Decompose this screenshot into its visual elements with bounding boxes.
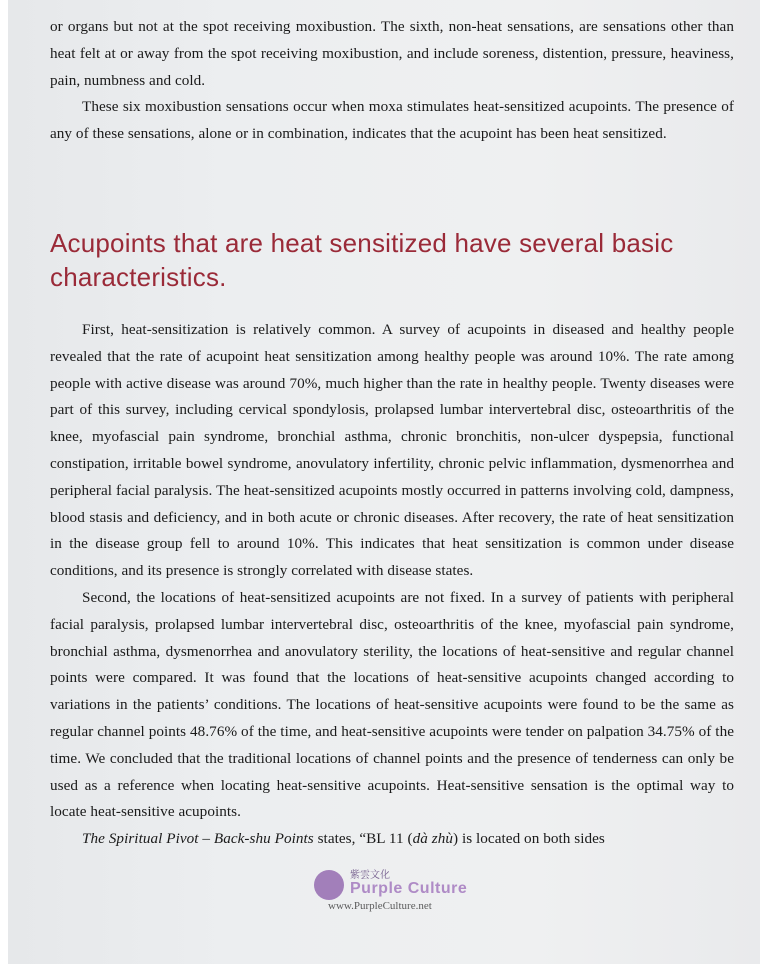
paragraph-six-sensations: These six moxibustion sensations occur when moxa stimulates heat-sensitized acupoints. The presence of any of these sensations, alone or in combination, indicates that the acupoint has been heat sensitized. [50,98,734,143]
page-margin [760,0,767,964]
watermark-url: www.PurpleCulture.net [328,900,432,912]
watermark-name: Purple Culture [350,880,468,897]
pinyin-term: dà zhù [412,830,453,848]
section-heading: Acupoints that are heat sensitized have several basic characteristics. [50,228,674,292]
paragraph-last-line [50,826,734,853]
last-line-text-2: ) is located on both sides [452,830,605,848]
book-title: The Spiritual Pivot – Back-shu Points [82,830,314,848]
book-page [8,0,760,964]
last-line-text-1: states, “BL 11 ( [313,830,413,848]
watermark [314,866,514,916]
paragraph-continuation: or organs but not at the spot receiving moxibustion. The sixth, non-heat sensations, are sensations other than heat felt at or away from the spot receiving moxibustion, and include soreness, distention, pressure, heaviness, pain, numbness and cold. [50,18,734,89]
watermark-logo-icon [314,870,344,900]
top-text [50,14,734,148]
watermark-cn-text: 紫雲文化 [350,870,390,881]
paragraph-first-characteristic: First, heat-sensitization is relatively common. A survey of acupoints in diseased and healthy people revealed that the rate of acupoint heat sensitization among healthy people was around 10%. The rate among people with active disease was around 70%, much higher than the rate in healthy people. Twenty diseases were part of this survey, including cervical spondylosis, prolapsed lumbar intervertebral disc, osteoarthritis of the knee, myofascial pain syndrome, bronchial asthma, chronic bronchitis, non-ulcer dyspepsia, functional constipation, irritable bowel syndrome, anovulatory infertility, chronic pelvic inflammation, dysmenorrhea and peripheral facial paralysis. The heat-sensitized acupoints mostly occurred in patterns involving cold, dampness, blood stasis and deficiency, and in both acute or chronic diseases. After recovery, the rate of heat sensitization in the disease group fell to around 10%. This indicates that heat sensitization is common under disease conditions, and its presence is strongly correlated with disease states. [50,321,734,580]
paragraph-second-characteristic: Second, the locations of heat-sensitized acupoints are not fixed. In a survey of patients with peripheral facial paralysis, prolapsed lumbar intervertebral disc, osteoarthritis of the knee, myofascial pain syndrome, bronchial asthma, dysmenorrhea and anovulatory sterility, the locations of heat-sensitive and regular channel points were compared. It was found that the locations of heat-sensitive acupoints changed according to variations in the patients’ conditions. The locations of heat-sensitive acupoints were found to be the same as regular channel points 48.76% of the time, and heat-sensitive acupoints were tender on palpation 34.75% of the time. We concluded that the traditional locations of channel points and the presence of tenderness can only be used as a reference when locating heat-sensitive acupoints. Heat-sensitive sensation is the optimal way to locate heat-sensitive acupoints. [50,588,734,821]
body-text [50,317,734,853]
